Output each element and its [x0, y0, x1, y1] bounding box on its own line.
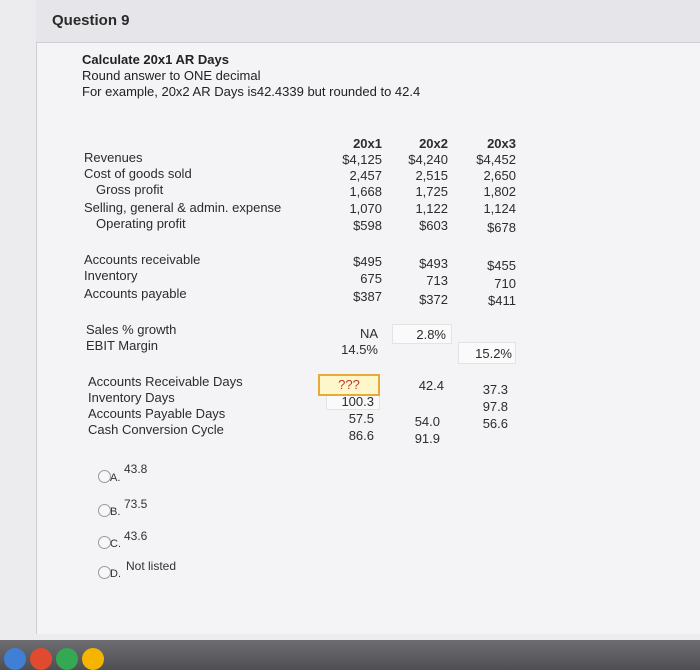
row-label-cash-conversion-cycle: Cash Conversion Cycle — [88, 422, 224, 437]
cell: 100.3 — [341, 394, 374, 409]
app-icon[interactable] — [4, 648, 26, 670]
cell: 56.6 — [482, 416, 508, 431]
option-text: 73.5 — [124, 497, 148, 511]
question-title: Question 9 — [52, 12, 130, 29]
row-label-gross-profit: Gross profit — [96, 182, 164, 197]
cell: 42.4 — [418, 378, 444, 393]
option-text: Not listed — [126, 559, 177, 573]
cell: $493 — [419, 256, 448, 271]
row-label-sales-growth: Sales % growth — [86, 322, 177, 337]
cell: 37.3 — [482, 382, 508, 397]
row-label-operating-profit: Operating profit — [96, 216, 186, 231]
option-text: 43.6 — [124, 529, 148, 543]
cell: $387 — [353, 289, 382, 304]
row-label-revenues: Revenues — [84, 150, 143, 165]
cell: $372 — [419, 292, 448, 307]
prompt-line-1: Calculate 20x1 AR Days — [82, 52, 229, 67]
option-letter: B. — [110, 506, 121, 518]
row-label-accounts-payable: Accounts payable — [84, 286, 187, 301]
prompt-line-3: For example, 20x2 AR Days is42.4339 but rounded to 42.4 — [82, 84, 421, 99]
row-label-accounts-receivable: Accounts receivable — [84, 252, 201, 267]
col-header-20x1: 20x1 — [353, 136, 382, 151]
cell: 2,650 — [483, 168, 516, 183]
cell: $4,125 — [342, 152, 382, 167]
cell: 2.8% — [416, 327, 446, 342]
row-label-ar-days: Accounts Receivable Days — [88, 374, 243, 389]
app-icon[interactable] — [56, 648, 78, 670]
taskbar — [0, 640, 700, 670]
cell: 713 — [426, 273, 448, 288]
cell: 1,668 — [349, 184, 382, 199]
cell: 675 — [360, 271, 382, 286]
cell: 57.5 — [348, 411, 374, 426]
cell: $4,240 — [408, 152, 448, 167]
cell: 1,802 — [483, 184, 516, 199]
cell: NA — [359, 326, 378, 341]
cell: $411 — [488, 293, 516, 308]
cell: 15.2% — [475, 346, 512, 361]
ar-days-unknown-cell: ??? — [318, 374, 380, 396]
cell: 1,122 — [415, 201, 448, 216]
col-header-20x3: 20x3 — [487, 136, 516, 151]
option-letter: D. — [110, 568, 121, 580]
col-header-20x2: 20x2 — [419, 136, 448, 151]
cell: 86.6 — [348, 428, 374, 443]
row-label-cogs: Cost of goods sold — [84, 166, 192, 181]
option-text: 43.8 — [124, 462, 148, 476]
row-label-sga: Selling, general & admin. expense — [84, 200, 282, 215]
cell: $4,452 — [476, 152, 516, 167]
cell: $495 — [353, 254, 382, 269]
cell: $455 — [487, 258, 516, 273]
cell: 710 — [494, 276, 516, 291]
cell: 2,515 — [415, 168, 448, 183]
cell: $678 — [487, 220, 516, 235]
cell: 1,124 — [483, 201, 516, 216]
app-icon[interactable] — [82, 648, 104, 670]
row-label-ebit-margin: EBIT Margin — [86, 338, 159, 353]
cell: $603 — [419, 218, 448, 233]
option-letter: A. — [110, 472, 121, 484]
question-header — [36, 0, 700, 43]
app-icon[interactable] — [30, 648, 52, 670]
cell: 2,457 — [349, 168, 382, 183]
option-letter: C. — [110, 538, 121, 550]
cell: 54.0 — [414, 414, 440, 429]
cell: 1,725 — [415, 184, 448, 199]
row-label-inventory: Inventory — [84, 268, 138, 283]
row-label-ap-days: Accounts Payable Days — [88, 406, 226, 421]
cell: 1,070 — [349, 201, 382, 216]
cell: 91.9 — [414, 431, 440, 446]
question-prompt — [82, 52, 420, 100]
cell: $598 — [353, 218, 382, 233]
cell: 97.8 — [482, 399, 508, 414]
cell: 14.5% — [341, 342, 378, 357]
prompt-line-2: Round answer to ONE decimal — [82, 68, 261, 83]
row-label-inventory-days: Inventory Days — [88, 390, 175, 405]
